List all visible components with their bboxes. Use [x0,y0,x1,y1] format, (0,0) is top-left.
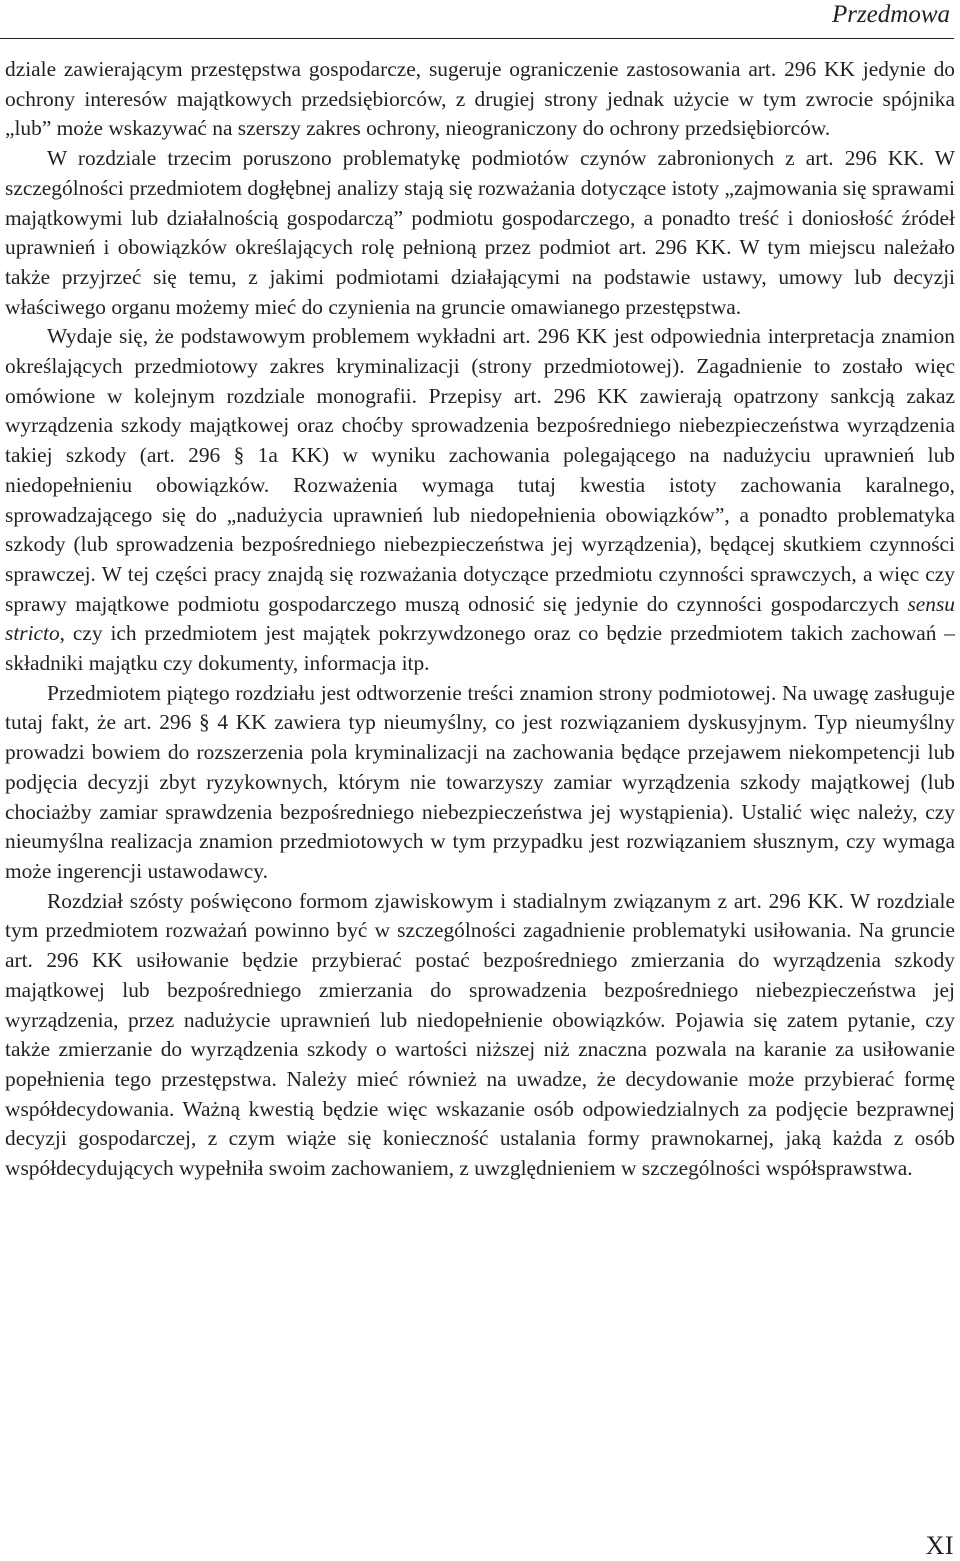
paragraph-text-span: W rozdziale trzecim poruszono problematykę podmiotów czynów zabronionych z art. 296 KK. W szczególności przedmiotem dogłębnej analizy stają się rozważania dotyczące istoty „zajmowania się sprawami majątkowymi lub działalnością gospodarczą” podmiotu gospodarczego, a ponadto treść i doniosłość źródeł uprawnień i obowiązków określających rolę pełnioną przez podmiot art. 296 KK. W tym miejscu należało także przyjrzeć się temu, z jakimi podmiotami działającymi na podstawie ustawy, umowy lub decyzji właściwego organu możemy mieć do czynienia na gruncie omawianego przestępstwa. [5,146,955,319]
body-text [5,55,955,1184]
paragraph-text-span: Rozdział szósty poświęcono formom zjawiskowym i stadialnym związanym z art. 296 KK. W rozdziale tym przedmiotem rozważań powinno być w szczególności zagadnienie problematyki usiłowania. Na gruncie art. 296 KK usiłowanie będzie przybierać postać bezpośredniego zmierzania do wyrządzenia szkody majątkowej lub bezpośredniego zmierzania do sprowadzenia bezpośredniego niebezpieczeństwa jej wyrządzenia, przez nadużycie uprawnień lub niedopełnienie obowiązków. Pojawia się zatem pytanie, czy także zmierzanie do wyrządzenia szkody o wartości niższej niż znaczna pozwala na karanie za usiłowanie popełnienia tego przestępstwa. Należy mieć również na uwadze, że decydowanie może przybierać formę współdecydowania. Ważną kwestią będzie więc wskazanie osób odpowiedzialnych za podjęcie bezprawnej decyzji gospodarczej, z czym wiąże się konieczność ustalania formy prawnokarnej, jaką każda z osób współdecydujących wypełniła swoim zachowaniem, z uwzględnieniem w szczególności współsprawstwa. [5,888,955,1181]
paragraph-text-span: Wydaje się, że podstawowym problemem wykładni art. 296 KK jest odpowiednia interpretacja znamion określających przedmiotowy zakres kryminalizacji (strony przedmiotowej). Zagadnienie to zostało więc omówione w kolejnym rozdziale monografii. Przepisy art. 296 KK zawierają opatrzony sankcją zakaz wyrządzenia szkody majątkowej oraz choćby sprowadzenia bezpośredniego niebezpieczeństwa wyrządzenia takiej szkody (art. 296 § 1a KK) w wyniku zachowania polegającego na nadużyciu uprawnień lub niedopełnieniu obowiązków. Rozważenia wymaga tutaj kwestia istoty zachowania karalnego, sprowadzającego się do „nadużycia uprawnień lub niedopełnienia obowiązków”, a ponadto problematyka szkody (lub sprowadzenia bezpośredniego niebezpieczeństwa jej wyrządzenia), będącej skutkiem czynności sprawczej. W tej części pracy znajdą się rozważania dotyczące przedmiotu czynności sprawczych, a więc czy sprawy majątkowe podmiotu gospodarczego muszą odnosić się jedynie do czynności gospodarczych [5,324,955,616]
paragraph-text-span: Przedmiotem piątego rozdziału jest odtworzenie treści znamion strony podmiotowej. Na uwagę zasługuje tutaj fakt, że art. 296 § 4 KK zawiera typ nieumyślny, co jest rozwiązaniem dyskusyjnym. Typ nieumyślny prowadzi bowiem do rozszerzenia pola kryminalizacji na zachowania będące przejawem niekompetencji lub podjęcia decyzji zbyt ryzykownych, którym nie towarzyszy zamiar wyrządzenia szkody majątkowej (lub chociażby zamiar sprawdzenia bezpośredniego niebezpieczeństwa jej wystąpienia). Ustalić więc należy, czy nieumyślna realizacja znamion przedmiotowych w tym przypadku jest rozwiązaniem słusznym, czy wymaga może ingerencji ustawodawcy. [5,680,955,883]
header-rule [0,38,954,39]
paragraph-1 [5,55,955,144]
paragraph-2 [5,144,955,322]
page-number: XI [925,1531,954,1560]
running-head-title: Przedmowa [831,1,950,28]
paragraph-text-span: dziale zawierającym przestępstwa gospodarcze, sugeruje ograniczenie zastosowania art. 296 KK jedynie do ochrony interesów majątkowych przedsiębiorców, z drugiej strony jednak użycie w tym zwrocie spójnika „lub” może wskazywać na szerszy zakres ochrony, nieograniczony do ochrony przedsiębiorców. [5,57,955,141]
paragraph-3 [5,322,955,678]
paragraph-5 [5,887,955,1184]
paragraph-4 [5,679,955,887]
paragraph-text-span: , czy ich przedmiotem jest majątek pokrzywdzonego oraz co będzie przedmiotem takich zachowań – składniki majątku czy dokumenty, informacja itp. [5,621,955,676]
paragraph-text-span: sensu stricto [5,591,955,646]
